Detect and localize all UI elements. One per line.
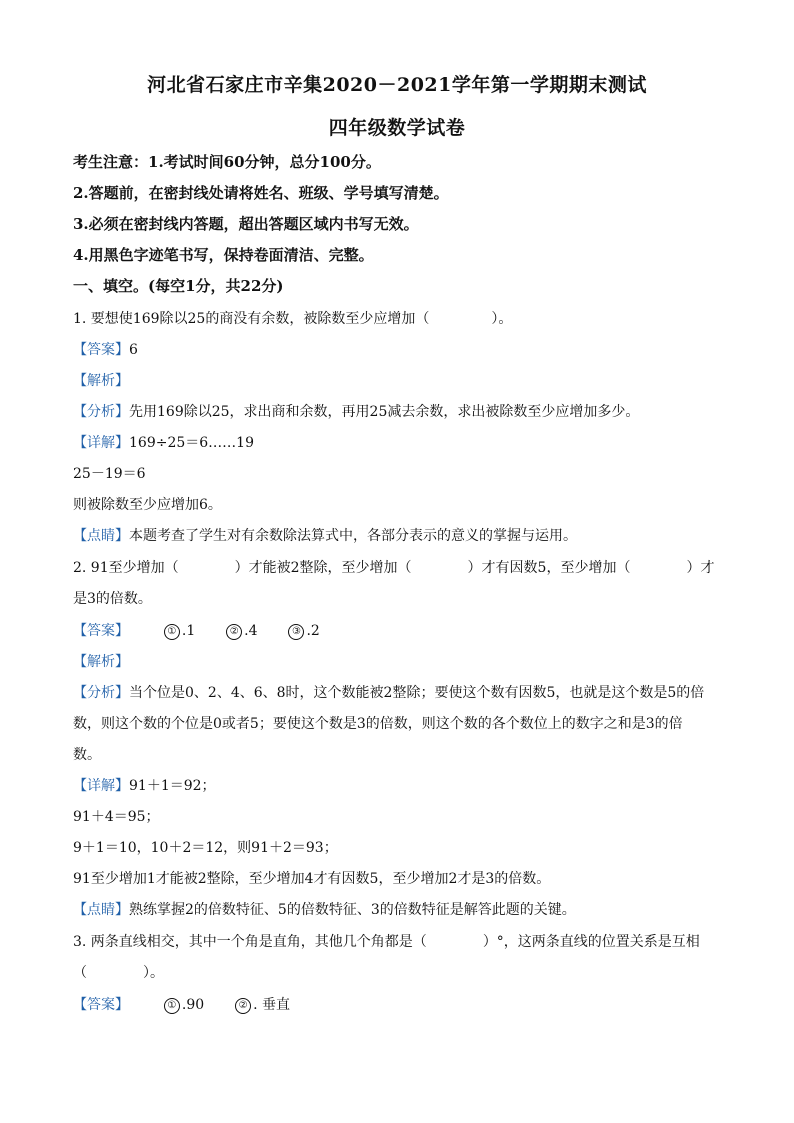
answer-value: 6	[129, 342, 138, 358]
q2-step2: 91＋4＝95；	[73, 809, 160, 825]
q1-analysis-tag: 【解析】	[73, 373, 129, 389]
notice-line-2: 2.答题前，在密封线处请将姓名、班级、学号填写清楚。	[73, 184, 449, 202]
q2-dianjing: 【点睛】熟练掌握2的倍数特征、5的倍数特征、3的倍数特征是解答此题的关键。	[73, 902, 576, 918]
section-heading: 一、填空。(每空1分，共22分)	[73, 277, 284, 295]
q2-analysis-tag: 【解析】	[73, 654, 129, 670]
q1-dianjing: 【点睛】本题考查了学生对有余数除法算式中，各部分表示的意义的掌握与运用。	[73, 528, 577, 544]
q1-question: 1. 要想使169除以25的商没有余数，被除数至少应增加（ ）。	[73, 311, 513, 327]
q1-xiangjie: 【详解】169÷25＝6……19	[73, 435, 254, 451]
q2-answer: 【答案】 ① .1 ② .4 ③ .2	[73, 623, 320, 639]
q1-step2: 25－19＝6	[73, 466, 146, 482]
exam-subtitle: 四年级数学试卷	[328, 117, 466, 139]
circled-number-2: ②	[226, 624, 242, 640]
exam-title: 河北省石家庄市辛集2020－2021学年第一学期期末测试	[147, 74, 647, 96]
q2-xiangjie: 【详解】91＋1＝92；	[73, 778, 216, 794]
q1-answer	[73, 339, 733, 359]
answer-tag: 【答案】	[73, 342, 129, 358]
q2-step3: 9＋1＝10，10＋2＝12，则91＋2＝93；	[73, 840, 338, 856]
answer-tag: 【答案】	[73, 623, 129, 639]
q2-question-line1: 2. 91至少增加（ ）才能被2整除，至少增加（ ）才有因数5，至少增加（ ）才	[73, 560, 715, 576]
circled-number-3: ③	[288, 624, 304, 640]
q3-question-line1: 3. 两条直线相交，其中一个角是直角，其他几个角都是（ ）°，这两条直线的位置关系是互相	[73, 934, 700, 950]
q3-answer: 【答案】 ① .90 ② . 垂直	[73, 997, 290, 1013]
q1-fenxi: 【分析】先用169除以25，求出商和余数，再用25减去余数，求出被除数至少应增加多少。	[73, 404, 640, 420]
notice-line-1: 考生注意：1.考试时间60分钟，总分100分。	[73, 153, 381, 171]
answer-tag: 【答案】	[73, 997, 129, 1013]
q2-conclusion: 91至少增加1才能被2整除，至少增加4才有因数5，至少增加2才是3的倍数。	[73, 871, 551, 887]
q2-fenxi-line3: 数。	[73, 747, 101, 763]
q2-fenxi-line1: 【分析】当个位是0、2、4、6、8时，这个数能被2整除；要使这个数有因数5，也就是这个数是5的倍	[73, 685, 705, 701]
circled-number-1: ①	[164, 998, 180, 1014]
notice-line-4: 4.用黑色字迹笔书写，保持卷面清洁、完整。	[73, 246, 374, 264]
q3-question-line2: （ ）。	[73, 965, 164, 981]
circled-number-2: ②	[235, 998, 251, 1014]
q1-conclusion: 则被除数至少应增加6。	[73, 497, 222, 513]
notice-line-3: 3.必须在密封线内答题，超出答题区域内书写无效。	[73, 215, 419, 233]
circled-number-1: ①	[164, 624, 180, 640]
q2-question-line2: 是3的倍数。	[73, 591, 152, 607]
q2-fenxi-line2: 数，则这个数的个位是0或者5；要使这个数是3的倍数，则这个数的各个数位上的数字之和是3的倍	[73, 716, 683, 732]
